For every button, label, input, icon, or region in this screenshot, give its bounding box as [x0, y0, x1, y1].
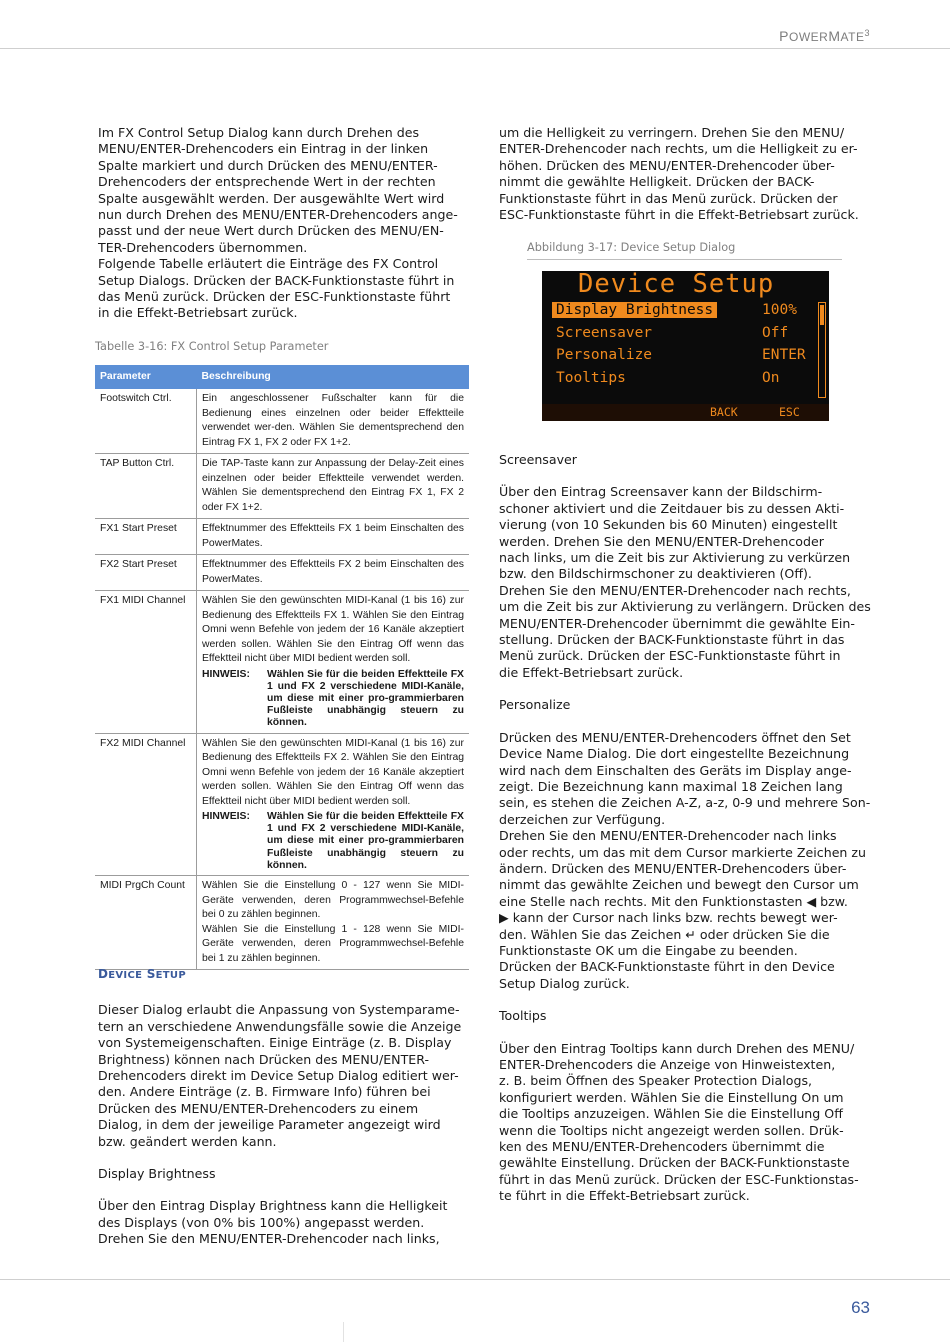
tooltips-paragraph — [499, 1041, 871, 1205]
parameter-cell: MIDI PrgCh Count — [95, 876, 197, 970]
text-line: um die Helligkeit zu verringern. Drehen Sie den MENU/ — [499, 125, 845, 140]
text-line: Drehencoders der entsprechende Wert in der rechten — [98, 174, 436, 190]
lcd-title: Device Setup — [578, 269, 775, 299]
text-line: bzw. geändert werden kann. — [98, 1133, 277, 1149]
parameter-cell: FX2 MIDI Channel — [95, 733, 197, 876]
table-row — [95, 389, 469, 454]
text-line: ken des MENU/ENTER-Drehencoders übernimmt die — [499, 1139, 825, 1155]
right-top-text — [499, 125, 871, 223]
lcd-item-label: Screensaver — [556, 324, 653, 341]
note — [202, 811, 464, 872]
text-line: TER-Drehencoders übernommen. — [98, 239, 308, 255]
text-line: Spalte markiert und durch Drücken des MENU/ENTER- — [98, 157, 438, 173]
text-line: konfiguriert werden. Wählen Sie die Einstellung On um — [499, 1089, 844, 1105]
lcd-item-value: ENTER — [762, 347, 806, 363]
text-line: Über den Eintrag Screensaver kann der Bildschirm- — [499, 484, 823, 500]
text-line: vierung (von 10 Sekunden bis 60 Minuten) eingestellt — [499, 517, 838, 533]
text-line: Device Name Dialog. Die dort eingestellte Bezeichnung — [499, 746, 850, 762]
text-line: wird nach dem Einschalten des Geräts im Display ange- — [499, 762, 852, 778]
text-line: oder rechts, um das mit dem Cursor markierte Zeichen zu — [499, 844, 867, 860]
parameter-cell: FX2 Start Preset — [95, 555, 197, 591]
table-row — [95, 591, 469, 734]
text-line: Funktionstaste führt in das Menü zurück. Drücken der — [499, 190, 838, 206]
description-cell — [197, 519, 470, 555]
table-row — [95, 519, 469, 555]
figure-caption: Abbildung 3-17: Device Setup Dialog — [527, 241, 736, 254]
lcd-menu-item[interactable] — [550, 324, 817, 345]
text-line: um die Zeit bis zur Aktivierung zu verlängern. Drücken des — [499, 599, 871, 615]
text-line: MENU/ENTER-Drehencoder übernimmt die gewählte Ein- — [499, 615, 855, 631]
text-line: führt in das Menü zurück. Drücken der ESC-Funktionstas- — [499, 1171, 859, 1187]
lcd-item-label: Tooltips — [556, 369, 626, 386]
lcd-menu-item[interactable] — [550, 369, 817, 390]
description-text-2: Wählen Sie die Einstellung 1 - 128 wenn Sie MIDI-Geräte verwenden, deren Programmwechsel-Befehle bei 1 zu zählen beginnen. — [202, 923, 464, 964]
brand-name: POWERMATE$^3$ — [779, 28, 870, 44]
text-line: stellung. Drücken der BACK-Funktionstaste führt in das — [499, 632, 845, 648]
text-line: Drücken des MENU/ENTER-Drehencoders öffnet den Set — [499, 729, 851, 745]
text-line: den. Andere Einträge (z. B. Firmware Info) führen bei — [98, 1084, 431, 1100]
table-header-description: Beschreibung — [197, 365, 470, 389]
text-line: die Effekt-Betriebsart zurück. — [499, 664, 684, 680]
table-row — [95, 555, 469, 591]
personalize-paragraph — [499, 730, 871, 993]
text-line: nun durch Drehen des MENU/ENTER-Drehencoders ange- — [98, 207, 458, 223]
text-line: werden. Drehen Sie den MENU/ENTER-Drehencoder — [499, 533, 824, 549]
lcd-item-value: 100% — [762, 302, 797, 318]
text-line: eine Stelle nach rechts. Mit den Funktionstasten ◀ bzw. — [499, 893, 848, 909]
text-line: nimmt die gewählte Helligkeit. Drücken der BACK- — [499, 174, 815, 190]
table-row — [95, 876, 469, 970]
description-cell — [197, 389, 470, 454]
description-text: Wählen Sie die Einstellung 0 - 127 wenn Sie MIDI-Geräte verwenden, deren Programmwechsel-Befehle bei 0 zu zählen beginnen. — [202, 880, 464, 921]
note-label: HINWEIS: — [202, 668, 250, 680]
text-line: von Systemeigenschaften. Einige Einträge (z. B. Display — [98, 1035, 452, 1051]
lcd-item-label: Personalize — [556, 347, 653, 363]
text-line: Im FX Control Setup Dialog kann durch Drehen des — [98, 125, 420, 140]
text-line: Spalte ausgewählt werden. Der ausgewählte Wert wird — [98, 190, 445, 206]
description-text: Effektnummer des Effektteils FX 2 beim Einschalten des PowerMates. — [202, 559, 464, 585]
table-header-row — [95, 365, 469, 389]
text-line: gewählte Einstellung. Drücken der BACK-Funktionstaste — [499, 1155, 850, 1171]
right-sections — [499, 452, 871, 1205]
description-text: Wählen Sie den gewünschten MIDI-Kanal (1 bis 16) zur Bedienung des Effektteils FX 1. Wählen Sie den Eintrag Omni wenn Befehle von jedem der 16 Kanäle akzeptiert werden sollen. Wählen Sie den Eintrag Off wenn das Effektteil nicht über MIDI bedient werden soll. — [202, 595, 464, 664]
table-caption: Tabelle 3-16: FX Control Setup Parameter — [95, 340, 329, 353]
parameter-cell: FX1 Start Preset — [95, 519, 197, 555]
description-cell — [197, 876, 470, 970]
header-rule — [0, 48, 950, 49]
display-brightness-heading: Display Brightness — [98, 1166, 216, 1182]
description-text: Ein angeschlossener Fußschalter kann für die Bedienung eines einzelnen oder beider Effektteile verwendet wer-den. Wählen Sie dementsprechend den Eintrag FX 1, FX 2 oder FX 1+2. — [202, 393, 464, 448]
text-line: bzw. den Bildschirmschoner zu deaktivieren (Off). — [499, 566, 812, 582]
text-line: Drehen Sie den MENU/ENTER-Drehencoder nach links — [499, 828, 837, 844]
text-line: Dieser Dialog erlaubt die Anpassung von Systemparame- — [98, 1002, 460, 1018]
text-line: Brightness) können nach Drücken des MENU/ENTER- — [98, 1051, 430, 1067]
note-text: Wählen Sie für die beiden Effektteile FX 1 und FX 2 verschiedene MIDI-Kanäle, um diese mit einer pro-grammierbaren Fußleiste unabhängig steuern zu können. — [267, 668, 464, 729]
device-setup-display — [542, 271, 829, 421]
text-line: passt und der neue Wert durch Drücken des MENU/EN- — [98, 223, 444, 239]
text-line: Drücken der BACK-Funktionstaste führt in den Device — [499, 959, 835, 975]
lcd-menu-item[interactable] — [550, 301, 817, 322]
lcd-item-value: On — [762, 369, 780, 386]
text-line: des Displays (von 0% bis 100%) angepasst werden. — [98, 1214, 425, 1230]
lcd-softkey-bar — [542, 404, 829, 421]
intro-text — [98, 125, 468, 322]
footer-rule — [0, 1279, 950, 1280]
text-line: wenn die Tooltips nicht angezeigt werden sollen. Drük- — [499, 1122, 844, 1138]
text-line: ESC-Funktionstaste führt in die Effekt-Betriebsart zurück. — [499, 207, 859, 223]
lcd-scrollbar — [818, 302, 826, 398]
table-header-parameter: Parameter — [95, 365, 197, 389]
screensaver-paragraph — [499, 484, 871, 681]
description-text: Wählen Sie den gewünschten MIDI-Kanal (1 bis 16) zur Bedienung des Effektteils FX 2. Wählen Sie den Eintrag Omni wenn Befehle von jedem der 16 Kanäle akzeptiert werden sollen. Wählen Sie den Eintrag Off wenn das Effektteil nicht über MIDI bedient werden soll. — [202, 737, 464, 807]
note-text: Wählen Sie für die beiden Effektteile FX 1 und FX 2 verschiedene MIDI-Kanäle, um diese mit einer pro-grammierbaren Fußleiste unabhängig steuern zu können. — [267, 811, 464, 871]
device-setup-paragraph — [98, 1002, 468, 1150]
figure-rule — [527, 259, 842, 260]
lcd-item-label: Display Brightness — [552, 302, 717, 318]
section-title-device-setup: DEVICE SETUP — [98, 967, 186, 981]
table-caption-wrap — [95, 339, 465, 355]
display-brightness-paragraph — [98, 1198, 468, 1247]
text-line: ENTER-Drehencoders die Anzeige von Hinweistexten, — [499, 1057, 836, 1072]
text-line: ▶ kann der Cursor nach links bzw. rechts bewegt wer- — [499, 910, 838, 926]
description-cell — [197, 555, 470, 591]
text-line: z. B. beim Öffnen des Speaker Protection Dialogs, — [499, 1073, 813, 1089]
parameter-cell: Footswitch Ctrl. — [95, 389, 197, 454]
brightness-continued-paragraph — [499, 125, 871, 223]
lcd-scroll-thumb — [820, 305, 824, 325]
text-line: Drehen Sie den MENU/ENTER-Drehencoder nach links, — [98, 1231, 440, 1247]
text-line: ENTER-Drehencoder nach rechts, um die Helligkeit zu er- — [499, 141, 858, 157]
page-number: 63 — [851, 1298, 870, 1317]
description-cell — [197, 454, 470, 519]
device-setup-section — [98, 966, 468, 1248]
note-label: HINWEIS: — [202, 811, 250, 823]
personalize-heading: Personalize — [499, 697, 571, 713]
figure-caption-wrap — [527, 240, 899, 256]
text-line: te führt in die Effekt-Betriebsart zurück. — [499, 1188, 750, 1204]
description-text: Die TAP-Taste kann zur Anpassung der Delay-Zeit eines einzelnen oder beider Effektteile verwendet werden. Wählen Sie dementsprechend den Eintrag FX 1, FX 2 oder FX 1+2. — [202, 458, 464, 513]
text-line: Setup Dialog zurück. — [499, 975, 630, 991]
lcd-back-softkey[interactable]: BACK — [710, 405, 738, 419]
text-line: Funktionstaste OK um die Eingabe zu beenden. — [499, 942, 798, 958]
text-line: höhen. Drücken des MENU/ENTER-Drehencoder über- — [499, 157, 835, 173]
footer-tick — [343, 1322, 344, 1342]
text-line: MENU/ENTER-Drehencoders ein Eintrag in der linken — [98, 141, 429, 157]
text-line: derzeichen zur Verfügung. — [499, 811, 666, 827]
text-line: Folgende Tabelle erläutert die Einträge des FX Control — [98, 256, 439, 272]
description-text: Effektnummer des Effektteils FX 1 beim Einschalten des PowerMates. — [202, 523, 464, 549]
text-line: Drehencoders direkt im Device Setup Dialog editiert wer- — [98, 1068, 459, 1084]
text-line: die Tooltips anzuzeigen. Wählen Sie die Einstellung Off — [499, 1106, 843, 1122]
text-line: das Menü zurück. Drücken der ESC-Funktionstaste führt — [98, 289, 451, 305]
parameter-cell: FX1 MIDI Channel — [95, 591, 197, 734]
text-line: nach links, um die Zeit bis zur Aktivierung zu verkürzen — [499, 550, 851, 566]
description-cell — [197, 591, 470, 734]
intro-paragraph — [98, 125, 468, 322]
text-line: Über den Eintrag Display Brightness kann die Helligkeit — [98, 1198, 448, 1214]
text-line: zeigt. Die Bezeichnung kann maximal 18 Zeichen lang — [499, 778, 843, 794]
text-line: tern an verschiedene Anwendungsfälle sowie die Anzeige — [98, 1018, 462, 1034]
text-line: ändern. Drücken des MENU/ENTER-Drehencoders über- — [499, 860, 847, 876]
parameter-cell: TAP Button Ctrl. — [95, 454, 197, 519]
text-line: Drehen Sie den MENU/ENTER-Drehencoder nach rechts, — [499, 582, 851, 598]
text-line: schoner aktiviert und die Zeitdauer bis zu dessen Akti- — [499, 500, 845, 516]
lcd-item-value: Off — [762, 324, 789, 341]
text-line: sein, es stehen die Zeichen A-Z, a-z, 0-9 und mehrere Son- — [499, 795, 871, 811]
tooltips-heading: Tooltips — [499, 1008, 547, 1024]
text-line: Drücken des MENU/ENTER-Drehencoders zu einem — [98, 1100, 419, 1116]
text-line: den. Wählen Sie das Zeichen ↵ oder drücken Sie die — [499, 926, 830, 942]
text-line: Über den Eintrag Tooltips kann durch Drehen des MENU/ — [499, 1040, 855, 1056]
table-row — [95, 733, 469, 876]
screensaver-heading: Screensaver — [499, 452, 577, 467]
fx-control-table — [95, 365, 469, 970]
text-line: in die Effekt-Betriebsart zurück. — [98, 305, 298, 321]
table-row — [95, 454, 469, 519]
text-line: Dialog, in dem der jeweilige Parameter angezeigt wird — [98, 1117, 441, 1133]
lcd-menu-item[interactable] — [550, 346, 817, 367]
text-line: Setup Dialogs. Drücken der BACK-Funktionstaste führt in — [98, 272, 455, 288]
description-cell — [197, 733, 470, 876]
text-line: nimmt das gewählte Zeichen und bewegt den Cursor um — [499, 877, 859, 893]
note — [202, 669, 464, 730]
text-line: Menü zurück. Drücken der ESC-Funktionstaste führt in — [499, 648, 841, 664]
lcd-esc-softkey[interactable]: ESC — [779, 405, 800, 419]
